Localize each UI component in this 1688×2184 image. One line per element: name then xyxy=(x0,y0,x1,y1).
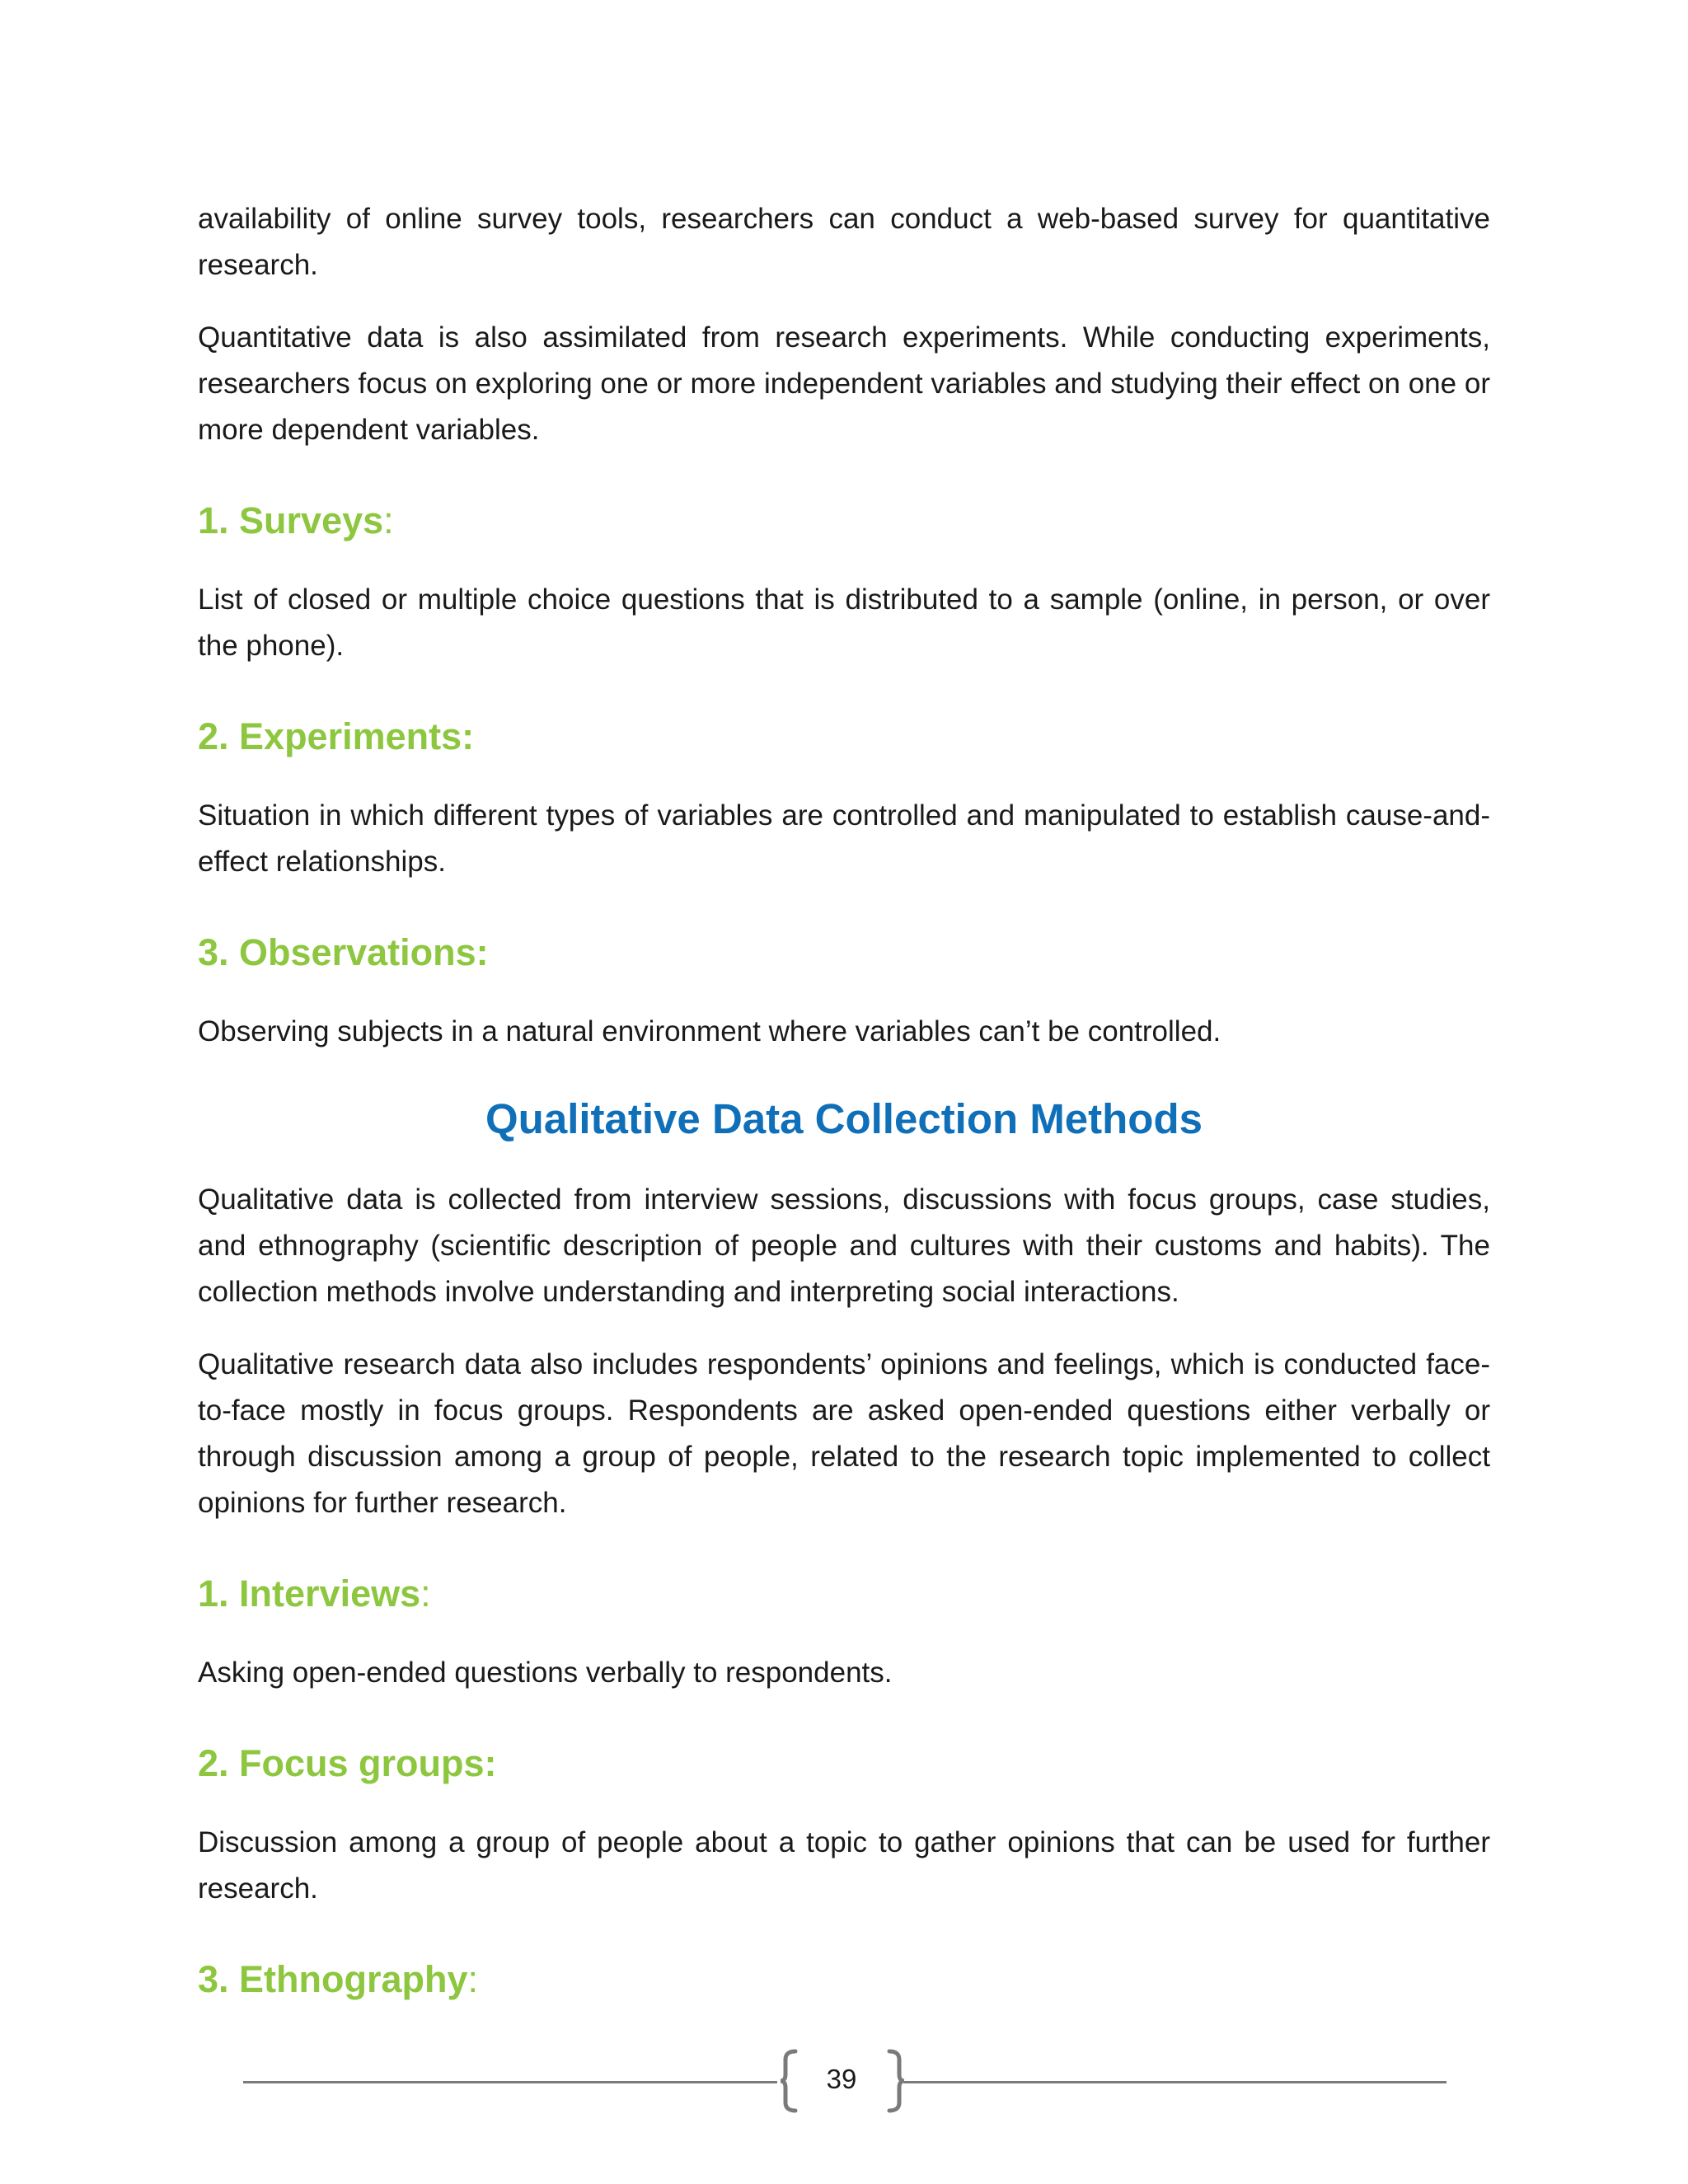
qualitative-paragraph-2: Qualitative research data also includes respondents’ opinions and feelings, which is conducted face-to-face mostly in focus groups. Respondents are asked open-ended questions either verbally or through discussion among a group of people, related to the research topic implemented to collect opinions for further research. xyxy=(198,1348,1490,1519)
qualitative-paragraph-1: Qualitative data is collected from interview sessions, discussions with focus groups, case studies, and ethnography (scientific description of people and cultures with their customs and habits). The collection methods involve understanding and interpreting social interactions. xyxy=(198,1183,1490,1308)
heading-observations-text: 3. Observations xyxy=(198,931,476,973)
heading-focus-groups-text: 2. Focus groups xyxy=(198,1742,485,1784)
interviews-description: Asking open-ended questions verbally to respondents. xyxy=(198,1657,893,1689)
paragraph-intro-2: Quantitative data is also assimilated from research experiments. While conducting experiments, researchers focus on exploring one or more independent variables and studying their effect on one or more dependent variables. xyxy=(198,321,1490,446)
experiments-description: Situation in which different types of variables are controlled and manipulated to establish cause-and-effect relationships. xyxy=(198,799,1490,878)
footer-rule-left xyxy=(243,2081,777,2083)
heading-surveys xyxy=(198,498,1490,544)
heading-interviews-colon: : xyxy=(420,1572,431,1615)
heading-surveys-colon: : xyxy=(383,499,394,541)
heading-ethnography xyxy=(198,1957,1490,2003)
heading-experiments xyxy=(198,714,1490,760)
focus-groups-description: Discussion among a group of people about a topic to gather opinions that can be used for further research. xyxy=(198,1826,1490,1905)
surveys-description: List of closed or multiple choice questions that is distributed to a sample (online, in person, or over the phone). xyxy=(198,583,1490,662)
page-number: 39 xyxy=(826,2064,857,2094)
heading-interviews-text: 1. Interviews xyxy=(198,1572,421,1615)
heading-focus-groups xyxy=(198,1741,1490,1787)
heading-ethnography-colon: : xyxy=(467,1958,479,2000)
page-footer xyxy=(243,2048,1447,2114)
heading-experiments-text: 2. Experiments xyxy=(198,715,462,757)
heading-experiments-colon: : xyxy=(462,715,475,757)
heading-observations-colon: : xyxy=(476,931,489,973)
heading-interviews xyxy=(198,1571,1490,1617)
heading-ethnography-text: 3. Ethnography xyxy=(198,1958,468,2000)
left-brace-icon xyxy=(779,2048,799,2114)
paragraph-intro-1: availability of online survey tools, researchers can conduct a web-based survey for quantitative research. xyxy=(198,203,1490,281)
heading-surveys-text: 1. Surveys xyxy=(198,499,384,541)
heading-focus-groups-colon: : xyxy=(484,1742,497,1784)
observations-description: Observing subjects in a natural environment where variables can’t be controlled. xyxy=(198,1015,1221,1047)
footer-rule-right xyxy=(904,2081,1447,2083)
right-brace-icon xyxy=(886,2048,906,2114)
section-title-qualitative: Qualitative Data Collection Methods xyxy=(485,1095,1203,1142)
page-body xyxy=(198,196,1490,2036)
heading-observations xyxy=(198,930,1490,976)
